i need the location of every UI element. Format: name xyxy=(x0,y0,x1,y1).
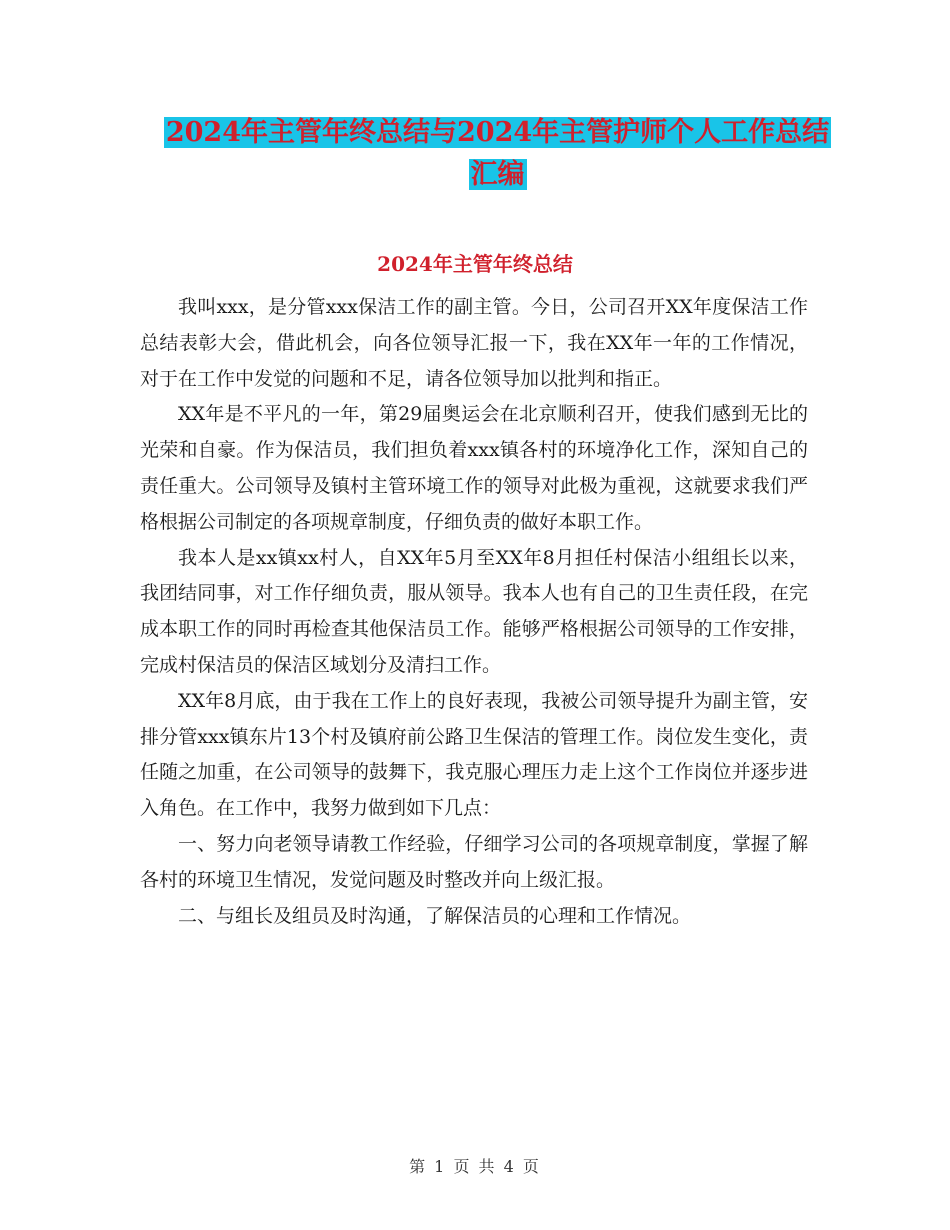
paragraph: XX年是不平凡的一年，第29届奥运会在北京顺利召开，使我们感到无比的光荣和自豪。作为保洁员，我们担负着xxx镇各村的环境净化工作，深知自己的责任重大。公司领导及镇村主管环境工作的领导对此极为重视，这就要求我们严格根据公司制定的各项规章制度，仔细负责的做好本职工作。 xyxy=(140,403,808,533)
body-text xyxy=(140,290,808,934)
paragraph: 我叫xxx，是分管xxx保洁工作的副主管。今日，公司召开XX年度保洁工作总结表彰大会，借此机会，向各位领导汇报一下，我在XX年一年的工作情况，对于在工作中发觉的问题和不足，请各位领导加以批判和指正。 xyxy=(140,296,808,390)
document-title-line-2: 汇编 xyxy=(470,159,525,190)
page-footer: 第 1 页 共 4 页 xyxy=(409,1157,541,1176)
paragraph: 二、与组长及组员及时沟通，了解保洁员的心理和工作情况。 xyxy=(178,904,692,927)
paragraph: 我本人是xx镇xx村人，自XX年5月至XX年8月担任村保洁小组组长以来，我团结同事，对工作仔细负责，服从领导。我本人也有自己的卫生责任段，在完成本职工作的同时再检查其他保洁员工作。能够严格根据公司领导的工作安排，完成村保洁员的保洁区域划分及清扫工作。 xyxy=(140,546,808,676)
section-heading: 2024年主管年终总结 xyxy=(377,252,573,276)
paragraph: 一、努力向老领导请教工作经验，仔细学习公司的各项规章制度，掌握了解各村的环境卫生情况，发觉问题及时整改并向上级汇报。 xyxy=(140,832,808,891)
document-title-line-1: 2024年主管年终总结与2024年主管护师个人工作总结 xyxy=(165,117,830,148)
paragraph: XX年8月底，由于我在工作上的良好表现，我被公司领导提升为副主管，安排分管xxx镇东片13个村及镇府前公路卫生保洁的管理工作。岗位发生变化，责任随之加重，在公司领导的鼓舞下，我克服心理压力走上这个工作岗位并逐步进入角色。在工作中，我努力做到如下几点： xyxy=(140,689,808,820)
document-title xyxy=(140,112,855,196)
